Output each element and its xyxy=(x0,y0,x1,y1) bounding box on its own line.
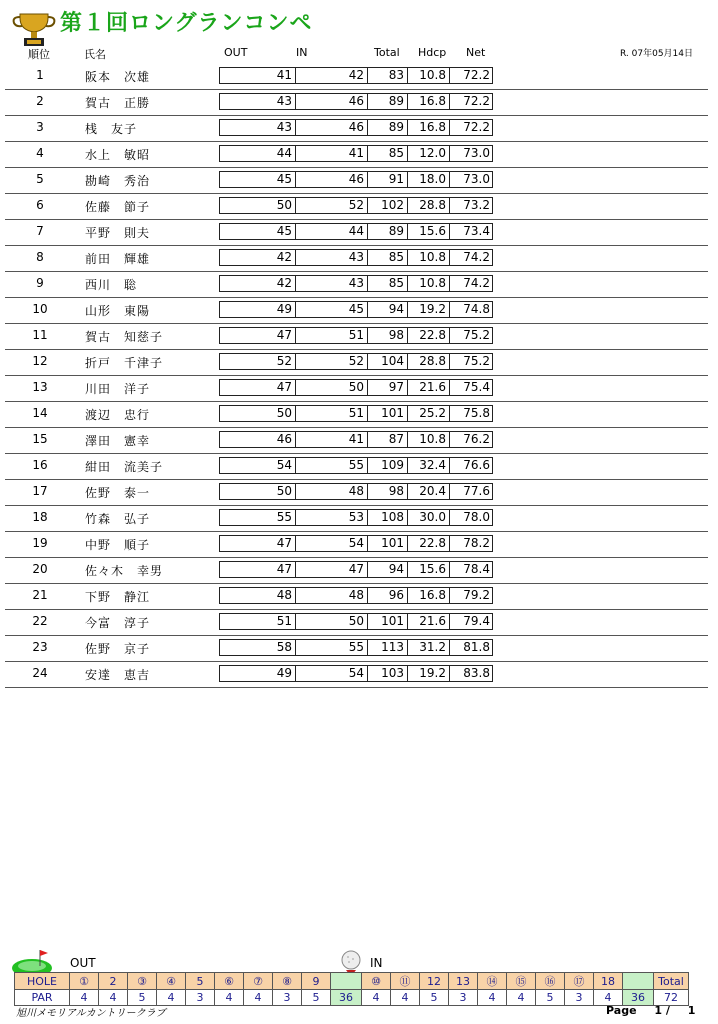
total-cell: 109 xyxy=(381,458,404,472)
page-separator: / xyxy=(665,1004,670,1017)
out-cell: 45 xyxy=(276,224,292,238)
hdcp-cell: 19.2 xyxy=(419,302,446,316)
hole-number: ③ xyxy=(128,973,157,990)
hdcp-cell: 18.0 xyxy=(419,172,446,186)
out-cell: 47 xyxy=(276,380,292,394)
out-cell: 49 xyxy=(276,302,292,316)
page-current: 1 xyxy=(654,1004,663,1017)
page-total: 1 xyxy=(687,1004,696,1017)
page-label: Page xyxy=(606,1004,637,1017)
table-row xyxy=(5,636,708,662)
table-row xyxy=(5,558,708,584)
hdcp-cell: 16.8 xyxy=(419,120,446,134)
hole-number: 2 xyxy=(99,973,128,990)
total-cell: 102 xyxy=(381,198,404,212)
out-cell: 49 xyxy=(276,666,292,680)
page-indicator xyxy=(606,1004,695,1017)
total-cell: 104 xyxy=(381,354,404,368)
table-row xyxy=(5,506,708,532)
net-cell: 73.2 xyxy=(463,198,490,212)
player-name: 賀古 知慈子 xyxy=(85,330,164,344)
scorecard xyxy=(0,940,718,1024)
in-cell: 52 xyxy=(348,354,364,368)
hdcp-cell: 30.0 xyxy=(419,510,446,524)
in-cell: 41 xyxy=(348,146,364,160)
hole-number: ⑭ xyxy=(478,973,507,990)
hdcp-cell: 16.8 xyxy=(419,94,446,108)
net-cell: 74.8 xyxy=(463,302,490,316)
hole-row xyxy=(15,973,689,990)
rank-cell: 23 xyxy=(32,640,48,654)
table-row xyxy=(5,376,708,402)
player-name: 佐野 泰一 xyxy=(85,486,151,500)
col-net-header: Net xyxy=(466,46,486,59)
out-cell: 47 xyxy=(276,536,292,550)
in-cell: 43 xyxy=(348,276,364,290)
player-name: 下野 静江 xyxy=(85,590,151,604)
in-cell: 46 xyxy=(348,120,364,134)
player-name: 川田 洋子 xyxy=(85,382,151,396)
par-value: 4 xyxy=(157,990,186,1006)
trophy-icon xyxy=(10,8,58,48)
par-value: 3 xyxy=(565,990,594,1006)
par-value: 3 xyxy=(186,990,215,1006)
in-cell: 44 xyxy=(348,224,364,238)
total-cell: 87 xyxy=(388,432,404,446)
net-cell: 76.2 xyxy=(463,432,490,446)
net-cell: 81.8 xyxy=(463,640,490,654)
col-hdcp-header: Hdcp xyxy=(418,46,447,59)
table-row xyxy=(5,116,708,142)
hdcp-cell: 12.0 xyxy=(419,146,446,160)
out-cell: 58 xyxy=(276,640,292,654)
net-cell: 78.2 xyxy=(463,536,490,550)
rank-cell: 19 xyxy=(32,536,48,550)
total-cell: 101 xyxy=(381,536,404,550)
total-cell: 113 xyxy=(381,640,404,654)
page-title: 第１回ロングランコンペ xyxy=(60,11,313,36)
in-cell: 46 xyxy=(348,94,364,108)
in-cell: 51 xyxy=(348,406,364,420)
table-row xyxy=(5,454,708,480)
rank-cell: 6 xyxy=(36,198,44,212)
par-value: 4 xyxy=(507,990,536,1006)
total-cell: 85 xyxy=(388,146,404,160)
rank-cell: 1 xyxy=(36,68,44,82)
par-value: 4 xyxy=(391,990,420,1006)
player-name: 中野 順子 xyxy=(85,538,151,552)
par-value: 5 xyxy=(302,990,331,1006)
par-value: 4 xyxy=(362,990,391,1006)
hdcp-cell: 15.6 xyxy=(419,224,446,238)
net-cell: 76.6 xyxy=(463,458,490,472)
net-cell: 75.2 xyxy=(463,354,490,368)
net-cell: 73.0 xyxy=(463,172,490,186)
total-cell: 85 xyxy=(388,276,404,290)
player-name: 山形 東陽 xyxy=(85,304,151,318)
hole-number: 9 xyxy=(302,973,331,990)
in-cell: 47 xyxy=(348,562,364,576)
col-in-header: IN xyxy=(296,46,308,59)
par-value: 5 xyxy=(128,990,157,1006)
total-par: 72 xyxy=(654,990,689,1006)
in-sum-blank xyxy=(623,973,654,990)
table-row xyxy=(5,324,708,350)
rank-cell: 12 xyxy=(32,354,48,368)
rank-cell: 18 xyxy=(32,510,48,524)
out-cell: 46 xyxy=(276,432,292,446)
hole-number: ⑥ xyxy=(215,973,244,990)
in-cell: 48 xyxy=(348,588,364,602)
rank-cell: 14 xyxy=(32,406,48,420)
rank-cell: 21 xyxy=(32,588,48,602)
net-cell: 74.2 xyxy=(463,276,490,290)
results-table xyxy=(0,64,718,688)
player-name: 澤田 憲幸 xyxy=(85,434,151,448)
in-cell: 50 xyxy=(348,380,364,394)
total-cell: 98 xyxy=(388,484,404,498)
out-cell: 42 xyxy=(276,250,292,264)
net-cell: 75.4 xyxy=(463,380,490,394)
out-cell: 47 xyxy=(276,562,292,576)
in-cell: 54 xyxy=(348,666,364,680)
par-value: 3 xyxy=(273,990,302,1006)
table-row xyxy=(5,428,708,454)
par-value: 4 xyxy=(244,990,273,1006)
total-cell: 96 xyxy=(388,588,404,602)
player-name: 紺田 流美子 xyxy=(85,460,164,474)
player-name: 阪本 次雄 xyxy=(85,70,151,84)
out-cell: 51 xyxy=(276,614,292,628)
hole-number: ④ xyxy=(157,973,186,990)
hole-number: 18 xyxy=(594,973,623,990)
report-header xyxy=(0,0,718,60)
total-cell: 83 xyxy=(388,68,404,82)
hdcp-cell: 21.6 xyxy=(419,380,446,394)
total-cell: 97 xyxy=(388,380,404,394)
in-cell: 55 xyxy=(348,640,364,654)
hdcp-cell: 10.8 xyxy=(419,68,446,82)
hole-number: ⑮ xyxy=(507,973,536,990)
col-rank-header: 順位 xyxy=(28,48,50,61)
in-cell: 53 xyxy=(348,510,364,524)
table-row xyxy=(5,142,708,168)
player-name: 今富 淳子 xyxy=(85,616,151,630)
rank-cell: 20 xyxy=(32,562,48,576)
in-cell: 55 xyxy=(348,458,364,472)
hole-number: ⑧ xyxy=(273,973,302,990)
table-row xyxy=(5,532,708,558)
hdcp-cell: 19.2 xyxy=(419,666,446,680)
net-cell: 75.8 xyxy=(463,406,490,420)
net-cell: 78.0 xyxy=(463,510,490,524)
out-cell: 43 xyxy=(276,94,292,108)
col-total-header: Total xyxy=(374,46,400,59)
hole-number: 5 xyxy=(186,973,215,990)
table-row xyxy=(5,272,708,298)
player-name: 佐々木 幸男 xyxy=(85,564,164,578)
col-out-header: OUT xyxy=(224,46,248,59)
table-row xyxy=(5,246,708,272)
hdcp-cell: 28.8 xyxy=(419,198,446,212)
hdcp-cell: 10.8 xyxy=(419,432,446,446)
player-name: 西川 聡 xyxy=(85,278,138,292)
par-value: 4 xyxy=(215,990,244,1006)
par-table xyxy=(14,972,689,1006)
hdcp-cell: 22.8 xyxy=(419,536,446,550)
player-name: 安達 恵吉 xyxy=(85,668,151,682)
hdcp-cell: 10.8 xyxy=(419,250,446,264)
net-cell: 73.4 xyxy=(463,224,490,238)
player-name: 勘崎 秀治 xyxy=(85,174,151,188)
rank-cell: 17 xyxy=(32,484,48,498)
table-row xyxy=(5,90,708,116)
hole-number: ⑩ xyxy=(362,973,391,990)
rank-cell: 3 xyxy=(36,120,44,134)
total-cell: 85 xyxy=(388,250,404,264)
table-row xyxy=(5,220,708,246)
par-value: 4 xyxy=(594,990,623,1006)
net-cell: 79.2 xyxy=(463,588,490,602)
total-cell: 89 xyxy=(388,120,404,134)
total-cell: 91 xyxy=(388,172,404,186)
rank-cell: 10 xyxy=(32,302,48,316)
table-row xyxy=(5,194,708,220)
player-name: 桟 友子 xyxy=(85,122,138,136)
in-cell: 51 xyxy=(348,328,364,342)
table-row xyxy=(5,402,708,428)
hdcp-cell: 28.8 xyxy=(419,354,446,368)
par-label: PAR xyxy=(15,990,70,1006)
out-cell: 41 xyxy=(276,68,292,82)
rank-cell: 2 xyxy=(36,94,44,108)
rank-cell: 13 xyxy=(32,380,48,394)
hdcp-cell: 32.4 xyxy=(419,458,446,472)
hole-number: ⑯ xyxy=(536,973,565,990)
in-cell: 50 xyxy=(348,614,364,628)
par-value: 4 xyxy=(70,990,99,1006)
hdcp-cell: 25.2 xyxy=(419,406,446,420)
report-date: R. 07年05月14日 xyxy=(620,49,694,59)
table-row xyxy=(5,662,708,688)
out-cell: 48 xyxy=(276,588,292,602)
out-cell: 42 xyxy=(276,276,292,290)
out-cell: 47 xyxy=(276,328,292,342)
rank-cell: 22 xyxy=(32,614,48,628)
in-label: IN xyxy=(370,956,383,970)
total-label: Total xyxy=(654,973,689,990)
table-row xyxy=(5,168,708,194)
net-cell: 72.2 xyxy=(463,94,490,108)
out-cell: 45 xyxy=(276,172,292,186)
player-name: 水上 敏昭 xyxy=(85,148,151,162)
total-cell: 101 xyxy=(381,614,404,628)
total-cell: 98 xyxy=(388,328,404,342)
rank-cell: 4 xyxy=(36,146,44,160)
out-cell: 52 xyxy=(276,354,292,368)
rank-cell: 5 xyxy=(36,172,44,186)
net-cell: 77.6 xyxy=(463,484,490,498)
table-row xyxy=(5,64,708,90)
hole-number: 12 xyxy=(420,973,449,990)
total-cell: 89 xyxy=(388,94,404,108)
hdcp-cell: 20.4 xyxy=(419,484,446,498)
in-cell: 43 xyxy=(348,250,364,264)
table-row xyxy=(5,480,708,506)
total-cell: 94 xyxy=(388,562,404,576)
hdcp-cell: 22.8 xyxy=(419,328,446,342)
par-value: 4 xyxy=(478,990,507,1006)
net-cell: 78.4 xyxy=(463,562,490,576)
rank-cell: 24 xyxy=(32,666,48,680)
out-label: OUT xyxy=(70,956,96,970)
total-cell: 103 xyxy=(381,666,404,680)
player-name: 平野 則夫 xyxy=(85,226,151,240)
in-cell: 41 xyxy=(348,432,364,446)
par-value: 4 xyxy=(99,990,128,1006)
player-name: 佐藤 節子 xyxy=(85,200,151,214)
par-value: 3 xyxy=(449,990,478,1006)
out-cell: 44 xyxy=(276,146,292,160)
in-cell: 42 xyxy=(348,68,364,82)
net-cell: 73.0 xyxy=(463,146,490,160)
hole-number: 13 xyxy=(449,973,478,990)
player-name: 佐野 京子 xyxy=(85,642,151,656)
table-row xyxy=(5,584,708,610)
player-name: 渡辺 忠行 xyxy=(85,408,151,422)
table-row xyxy=(5,350,708,376)
player-name: 前田 輝雄 xyxy=(85,252,151,266)
hdcp-cell: 21.6 xyxy=(419,614,446,628)
rank-cell: 15 xyxy=(32,432,48,446)
rank-cell: 11 xyxy=(32,328,48,342)
out-par-sum: 36 xyxy=(331,990,362,1006)
net-cell: 74.2 xyxy=(463,250,490,264)
hdcp-cell: 15.6 xyxy=(419,562,446,576)
hole-number: ⑦ xyxy=(244,973,273,990)
out-cell: 54 xyxy=(276,458,292,472)
hdcp-cell: 16.8 xyxy=(419,588,446,602)
par-value: 5 xyxy=(536,990,565,1006)
rank-cell: 7 xyxy=(36,224,44,238)
net-cell: 72.2 xyxy=(463,68,490,82)
in-cell: 54 xyxy=(348,536,364,550)
total-cell: 108 xyxy=(381,510,404,524)
rank-cell: 9 xyxy=(36,276,44,290)
in-cell: 45 xyxy=(348,302,364,316)
club-name: 旭川メモリアルカントリークラブ xyxy=(16,1008,166,1019)
in-cell: 48 xyxy=(348,484,364,498)
out-cell: 43 xyxy=(276,120,292,134)
total-cell: 94 xyxy=(388,302,404,316)
net-cell: 83.8 xyxy=(463,666,490,680)
hdcp-cell: 10.8 xyxy=(419,276,446,290)
player-name: 賀古 正勝 xyxy=(85,96,151,110)
rank-cell: 16 xyxy=(32,458,48,472)
hdcp-cell: 31.2 xyxy=(419,640,446,654)
out-cell: 50 xyxy=(276,198,292,212)
hole-label: HOLE xyxy=(15,973,70,990)
player-name: 竹森 弘子 xyxy=(85,512,151,526)
hole-number: ① xyxy=(70,973,99,990)
par-value: 5 xyxy=(420,990,449,1006)
col-name-header: 氏名 xyxy=(84,48,106,61)
hole-number: ⑰ xyxy=(565,973,594,990)
table-row xyxy=(5,298,708,324)
out-cell: 50 xyxy=(276,406,292,420)
net-cell: 72.2 xyxy=(463,120,490,134)
in-cell: 52 xyxy=(348,198,364,212)
table-row xyxy=(5,610,708,636)
in-par-sum: 36 xyxy=(623,990,654,1006)
out-sum-blank xyxy=(331,973,362,990)
out-cell: 50 xyxy=(276,484,292,498)
total-cell: 101 xyxy=(381,406,404,420)
hole-number: ⑪ xyxy=(391,973,420,990)
out-cell: 55 xyxy=(276,510,292,524)
player-name: 折戸 千津子 xyxy=(85,356,164,370)
total-cell: 89 xyxy=(388,224,404,238)
net-cell: 75.2 xyxy=(463,328,490,342)
net-cell: 79.4 xyxy=(463,614,490,628)
in-cell: 46 xyxy=(348,172,364,186)
rank-cell: 8 xyxy=(36,250,44,264)
